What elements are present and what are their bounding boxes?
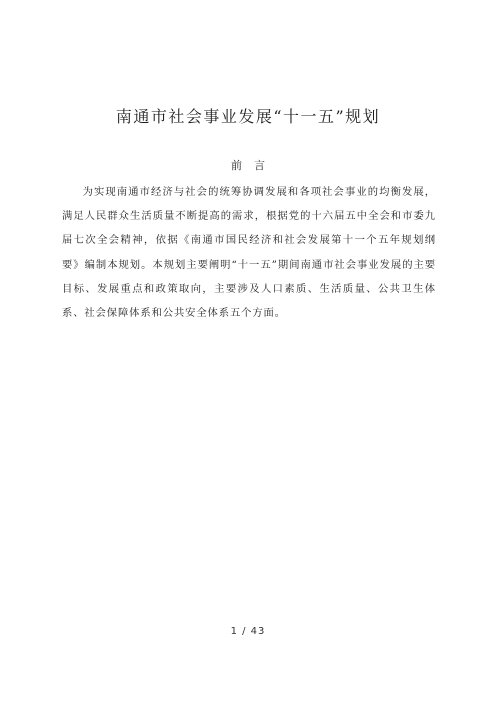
preface-heading: 前言 — [231, 159, 277, 172]
document-title: 南通市社会事业发展“十一五”规划 — [115, 107, 381, 126]
page-number: 1 / 43 — [230, 626, 266, 637]
preface-paragraph: 为实现南通市经济与社会的统筹协调发展和各项社会事业的均衡发展，满足人民群众生活质量不断提高的需求，根据党的十六届五中全会和市委九届七次全会精神，依据《南通市国民经济和社会发展第十一个五年规划纲要》编制本规划。本规划主要阐明“十一五”期间南通市社会事业发展的主要目标、发展重点和政策取向，主要涉及人口素质、生活质量、公共卫生体系、社会保障体系和公共安全体系五个方面。 — [62, 186, 436, 320]
